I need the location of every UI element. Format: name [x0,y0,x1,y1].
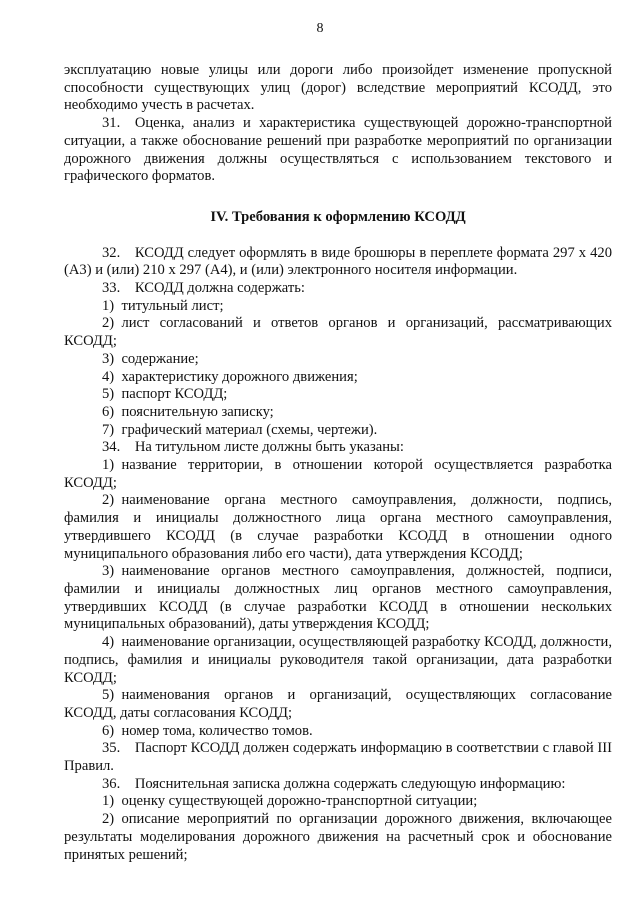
list-item: 1) название территории, в отношении которой осуществляется разработка КСОДД; [64,457,612,491]
list-item: 6) номер тома, количество томов. [102,722,313,739]
list-item: 5) наименования органов и организаций, осуществляющих согласование КСОДД, даты согласования КСОДД; [64,687,612,721]
list-item: 2) лист согласований и ответов органов и организаций, рассматривающих КСОДД; [64,315,612,350]
paragraph-continuation: эксплуатацию новые улицы или дороги либо произойдет изменение пропускной способности существующих улиц (дорог) вследствие мероприятий КСОДД, это необходимо учесть в расчетах. [64,62,612,114]
page-number: 8 [316,21,324,36]
list-item: 2) наименование органа местного самоуправления, должности, подпись, фамилия и инициалы должностного лица органа местного самоуправления, утвердившего КСОДД (в случае разработки КСОДД в отношении одного муниципального образования либо его части), дата утверждения КСОДД; [64,492,612,562]
numbered-paragraph: 34. На титульном листе должны быть указаны: [102,439,404,456]
numbered-paragraph: 33. КСОДД должна содержать: [102,280,305,297]
list-item: 6) пояснительную записку; [102,403,274,420]
list-item: 3) наименование органов местного самоуправления, должностей, подписи, фамилии и инициалы должностных лиц органов местного самоуправления, утвердивших КСОДД (в случае разработки КСОДД в отношении нескольких муниципальных образований), даты утверждения КСОДД; [64,563,612,633]
section-heading: IV. Требования к оформлению КСОДД [210,208,466,225]
numbered-paragraph: 35. Паспорт КСОДД должен содержать информацию в соответствии с главой III Правил. [64,740,612,775]
numbered-paragraph: 32. КСОДД следует оформлять в виде брошюры в переплете формата 297 x 420 (А3) и (или) 210 x 297 (А4), и (или) электронного носителя информации. [64,244,612,279]
list-item: 2) описание мероприятий по организации дорожного движения, включающее результаты моделирования дорожного движения на расчетный срок и обоснование принятых решений; [64,811,612,863]
numbered-paragraph: 36. Пояснительная записка должна содержать следующую информацию: [102,775,566,792]
list-item: 1) титульный лист; [102,297,224,314]
section-body [64,245,612,865]
list-item: 1) оценку существующей дорожно-транспортной ситуации; [102,793,478,810]
list-item: 5) паспорт КСОДД; [102,386,228,403]
paragraph-31: 31. Оценка, анализ и характеристика существующей дорожно-транспортной ситуации, а также обоснование решений при разработке мероприятий по организации дорожного движения должны осуществляться с использованием текстового и графического форматов. [64,115,612,185]
document-body [64,62,612,864]
list-item: 4) характеристику дорожного движения; [102,368,358,385]
list-item: 3) содержание; [102,350,199,367]
list-item: 4) наименование организации, осуществляющей разработку КСОДД, должности, подпись, фамилия и инициалы руководителя такой организации, дата разработки КСОДД; [64,634,612,686]
list-item: 7) графический материал (схемы, чертежи). [102,421,378,438]
